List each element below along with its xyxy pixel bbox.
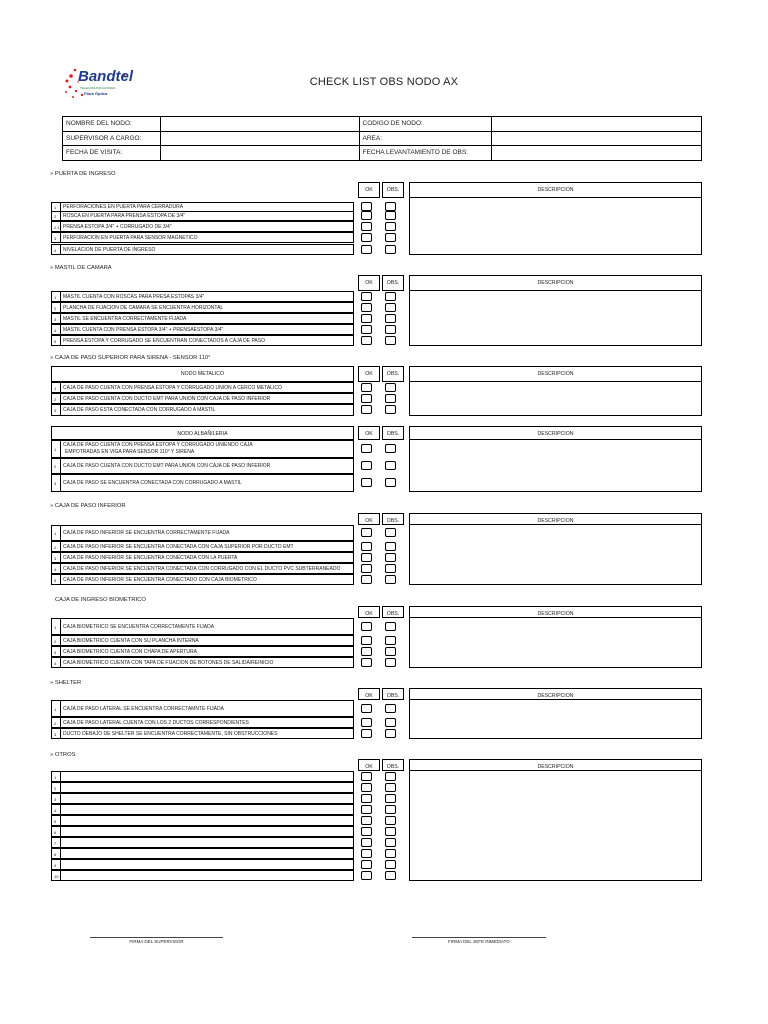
obs-checkbox[interactable] (385, 816, 396, 825)
obs-checkbox[interactable] (385, 292, 396, 301)
checklist-item (60, 657, 354, 668)
fecha-obs-label: FECHA LEVANTAMIENTO DE OBS: (359, 146, 492, 161)
item-number: 4 (54, 566, 57, 572)
obs-checkbox[interactable] (385, 233, 396, 242)
item-text: NIVELACION DE PUERTA DE INGRESO (63, 246, 156, 253)
description-label: DESCRIPCION (537, 764, 574, 770)
section-title: » OTROS (50, 752, 76, 758)
obs-checkbox[interactable] (385, 405, 396, 414)
ok-column-header (358, 513, 380, 525)
boss-signature-line (412, 937, 546, 938)
item-text: PRENSA ESTOPA 3/4" + CORRUGADO DE 3/4" (63, 223, 172, 230)
fecha-visita-field[interactable] (160, 146, 359, 161)
item-text: CAJA DE PASO ESTA CONECTADA CON CORRUGADO A MASTIL (63, 407, 216, 413)
item-number: 3 (54, 731, 57, 737)
item-number: 3 (54, 481, 57, 486)
section-title: » SHELTER (50, 680, 82, 686)
obs-checkbox[interactable] (385, 314, 396, 323)
item-text: CAJA DE PASO CUENTA CON PRENSA ESTOPA Y CORRUGADO UNION A CERCO METALICO (63, 384, 282, 391)
item-number: 3 (54, 235, 57, 241)
area-label: AREA: (359, 131, 492, 146)
obs-checkbox[interactable] (385, 528, 396, 537)
obs-checkbox[interactable] (385, 860, 396, 869)
item-text: CAJA DE PASO CUENTA CON PRENSA ESTOPA Y CORRUGADO UNIENDO CAJA (63, 442, 253, 448)
node-info-table (62, 116, 702, 161)
ok-checkbox[interactable] (361, 575, 372, 584)
description-field[interactable] (409, 197, 702, 255)
section-title: » MASTIL DE CAMARA (50, 265, 112, 271)
ok-column-header (358, 759, 380, 771)
item-text: DUCTO DEBAJO DE SHELTER SE ENCUENTRA CORRECTAMENTE, SIN OBSTRUCCIONES (63, 730, 278, 737)
supervisor-label: SUPERVISOR A CARGO: (63, 131, 161, 146)
ok-checkbox[interactable] (361, 860, 372, 869)
section-title: CAJA DE INGRESO BIOMETRICO (55, 597, 146, 603)
item-number: 1 (54, 774, 57, 780)
ok-checkbox[interactable] (361, 444, 372, 453)
checklist-item (60, 804, 354, 815)
checklist-item (60, 848, 354, 859)
checklist-item (60, 635, 354, 646)
checklist-item (60, 232, 354, 243)
ok-label: OK (365, 518, 373, 524)
ok-checkbox[interactable] (361, 794, 372, 803)
checklist-item (60, 541, 354, 552)
ok-column-header (358, 426, 380, 440)
item-text: CAJA BIOMETRICO CUENTA CON TAPA DE FIJACION DE BOTONES DE SALIDA/REINICIO (63, 659, 274, 666)
obs-checkbox[interactable] (385, 622, 396, 631)
ok-checkbox[interactable] (361, 636, 372, 645)
ok-checkbox[interactable] (361, 233, 372, 242)
item-text-line2: EMPOTRADAS EN VIGA PARA SENSOR 110° Y SIRENA (65, 449, 195, 455)
description-field[interactable] (409, 524, 702, 585)
obs-checkbox[interactable] (385, 383, 396, 392)
obs-column-header (382, 513, 404, 525)
checklist-item (60, 440, 354, 458)
logo-word: Bandtel (78, 68, 134, 85)
item-number: 10 (54, 873, 59, 879)
checklist-item (60, 793, 354, 804)
obs-checkbox[interactable] (385, 647, 396, 656)
item-number: 4 (54, 807, 57, 813)
checklist-item (60, 393, 354, 404)
item-number: 3 (54, 796, 57, 802)
nombre-nodo-field[interactable] (160, 117, 359, 132)
item-text: PERFORACION EN PUERTA PARA SENSOR MAGNETICO (63, 234, 198, 241)
description-field[interactable] (409, 699, 702, 739)
obs-checkbox[interactable] (385, 336, 396, 345)
obs-checkbox[interactable] (385, 325, 396, 334)
page-title: CHECK LIST OBS NODO AX (309, 76, 459, 88)
item-number: 4 (54, 327, 57, 333)
subsection-header (51, 426, 354, 440)
obs-checkbox[interactable] (385, 202, 396, 211)
header-row (63, 146, 702, 161)
obs-checkbox[interactable] (385, 838, 396, 847)
item-text: PERFORACIONES EN PUERTA PARA CERRADURA (63, 204, 184, 210)
obs-checkbox[interactable] (385, 211, 396, 220)
supervisor-signature-line (90, 937, 223, 938)
ok-column-header (358, 688, 380, 700)
checklist-item (60, 782, 354, 793)
supervisor-field[interactable] (160, 131, 359, 146)
obs-checkbox[interactable] (385, 704, 396, 713)
item-number: 3 (54, 316, 57, 322)
description-column-header (409, 426, 702, 440)
obs-column-header (382, 275, 404, 291)
obs-checkbox[interactable] (385, 444, 396, 453)
subsection-header (51, 366, 354, 382)
ok-label: OK (365, 693, 373, 699)
description-label: DESCRIPCION (537, 280, 574, 286)
ok-checkbox[interactable] (361, 325, 372, 334)
ok-checkbox[interactable] (361, 704, 372, 713)
ok-label: OK (365, 371, 373, 377)
ok-checkbox[interactable] (361, 647, 372, 656)
checklist-item (60, 221, 354, 232)
ok-checkbox[interactable] (361, 718, 372, 727)
ok-column-header (358, 606, 380, 618)
ok-checkbox[interactable] (361, 564, 372, 573)
item-number: 2 (54, 214, 57, 219)
item-number: 3 (54, 555, 57, 561)
item-text: MASTIL SE ENCUENTRA CORRECTAMENTE FIJADA (63, 315, 187, 322)
item-number: 3 (54, 649, 57, 655)
checklist-item (60, 525, 354, 541)
obs-checkbox[interactable] (385, 658, 396, 667)
ok-label: OK (365, 611, 373, 617)
obs-column-header (382, 366, 404, 382)
ok-checkbox[interactable] (361, 729, 372, 738)
item-number: 2 (54, 720, 57, 726)
description-label: DESCRIPCION (537, 518, 574, 524)
checklist-item (60, 870, 354, 881)
ok-label: OK (365, 764, 373, 770)
checklist-item (60, 563, 354, 574)
ok-checkbox[interactable] (361, 292, 372, 301)
description-field[interactable] (409, 617, 702, 668)
ok-checkbox[interactable] (361, 816, 372, 825)
description-field[interactable] (409, 770, 702, 881)
item-text: CAJA BIOMETRICO SE ENCUENTRA CORRECTAMENTE FIJADA (63, 623, 215, 630)
ok-checkbox[interactable] (361, 827, 372, 836)
item-number: 1 (54, 385, 57, 391)
ok-column-header (358, 366, 380, 382)
obs-checkbox[interactable] (385, 871, 396, 880)
logo-tagline: TELECOMUNICACIONES (80, 86, 116, 90)
item-text: CAJA DE PASO INFERIOR SE ENCUENTRA CONECTADA CON LA PUERTA (63, 554, 238, 561)
item-number: 2 (54, 785, 57, 791)
ok-checkbox[interactable] (361, 383, 372, 392)
obs-checkbox[interactable] (385, 718, 396, 727)
obs-label: OBS. (386, 764, 400, 770)
logo-sub: Fibra Óptica (84, 91, 108, 96)
nombre-nodo-label: NOMBRE DEL NODO: (63, 117, 161, 132)
ok-checkbox[interactable] (361, 222, 372, 231)
description-field[interactable] (409, 381, 702, 416)
checklist-item (60, 837, 354, 848)
obs-checkbox[interactable] (385, 805, 396, 814)
ok-checkbox[interactable] (361, 772, 372, 781)
checklist-item (60, 474, 354, 492)
obs-label: OBS. (386, 371, 400, 377)
ok-checkbox[interactable] (361, 542, 372, 551)
item-text: CAJA DE PASO SE ENCUENTRA CONECTADA CON CORRUGADO A MASTIL (63, 480, 242, 486)
ok-checkbox[interactable] (361, 838, 372, 847)
checklist-item (60, 244, 354, 255)
item-text: CAJA DE PASO LATERAL CUENTA CON LOS 2 DUCTOS CORRESPONDIENTES (63, 719, 249, 726)
item-number: 6 (54, 829, 57, 835)
description-field[interactable] (409, 290, 702, 346)
checklist-item (60, 646, 354, 657)
obs-checkbox[interactable] (385, 849, 396, 858)
item-text: CAJA DE PASO LATERAL SE ENCUENTRA CORRECTAMNTE FIJADA (63, 705, 224, 712)
checklist-item (60, 324, 354, 335)
item-number: 9 (54, 862, 57, 868)
description-column-header (409, 275, 702, 291)
obs-column-header (382, 688, 404, 700)
item-text: CAJA DE PASO CUENTA CON DUCTO EMT PARA UNION CON CAJA DE PASO INFERIOR (63, 395, 271, 402)
item-text: PRENSA ESTOPA Y CORRUGADO SE ENCUENTRAN CONECTADOS A CAJA DE PASO (63, 337, 265, 344)
obs-label: OBS. (386, 693, 400, 699)
item-text: CAJA DE PASO INFERIOR SE ENCUENTRA CONECTADA CON CAJA SUPERIOR POR DUCTO EMT (63, 543, 294, 550)
obs-checkbox[interactable] (385, 222, 396, 231)
item-number: 8 (54, 851, 57, 857)
item-text: CAJA DE PASO INFERIOR SE ENCUENTRA CONECTADA CON CORRUGADO CON EL DUCTO PVC SUBTERRANEADO (63, 565, 341, 572)
item-text: MASTIL CUENTA CON ROSCAS PARA PRESA ESTOPAS 3/4" (63, 293, 205, 300)
ok-checkbox[interactable] (361, 336, 372, 345)
obs-column-header (382, 182, 404, 198)
obs-checkbox[interactable] (385, 303, 396, 312)
section-title: » CAJA DE PASO INFERIOR (50, 503, 126, 509)
checklist-item (60, 552, 354, 563)
subsection-header-label: NODO ALBAÑILERIA (177, 431, 228, 437)
fecha-visita-label: FECHA DE VISITA: (63, 146, 161, 161)
checklist-item (60, 302, 354, 313)
obs-checkbox[interactable] (385, 542, 396, 551)
description-label: DESCRIPCION (537, 187, 574, 193)
description-column-header (409, 182, 702, 198)
description-label: DESCRIPCION (537, 611, 574, 617)
item-number: 1 (54, 294, 57, 300)
checklist-item (60, 574, 354, 585)
item-number: 5 (54, 577, 57, 583)
checklist-item (60, 211, 354, 221)
boss-signature-label: FIRMA DEL JEFE INMEDIATO (448, 939, 510, 944)
ok-checkbox[interactable] (361, 211, 372, 220)
item-number: 5 (54, 818, 57, 824)
obs-checkbox[interactable] (385, 245, 396, 254)
item-number: 1 (54, 624, 57, 630)
checklist-item (60, 335, 354, 346)
ok-checkbox[interactable] (361, 553, 372, 562)
obs-checkbox[interactable] (385, 772, 396, 781)
ok-column-header (358, 275, 380, 291)
obs-checkbox[interactable] (385, 564, 396, 573)
area-field[interactable] (492, 131, 702, 146)
ok-checkbox[interactable] (361, 461, 372, 470)
item-number: 2 (54, 638, 57, 644)
ok-checkbox[interactable] (361, 405, 372, 414)
obs-label: OBS. (386, 431, 400, 437)
obs-label: OBS. (386, 280, 400, 286)
subsection-header-label: NODO METALICO (180, 371, 225, 377)
description-field[interactable] (409, 439, 702, 492)
item-text: PLANCHA DE FIJACION DE CAMARA SE ENCUENTRA HORIZONTAL (63, 304, 224, 311)
ok-checkbox[interactable] (361, 871, 372, 880)
obs-column-header (382, 426, 404, 440)
codigo-nodo-label: CODIGO DE NODO: (359, 117, 492, 132)
ok-checkbox[interactable] (361, 805, 372, 814)
obs-checkbox[interactable] (385, 827, 396, 836)
item-number: 3 (54, 408, 57, 413)
ok-checkbox[interactable] (361, 245, 372, 254)
checklist-item (60, 815, 354, 826)
ok-checkbox[interactable] (361, 849, 372, 858)
item-number: 1 (54, 531, 57, 536)
item-text: CAJA DE PASO INFERIOR SE ENCUENTRA CORRECTAMENTE FIJADA (63, 530, 230, 536)
obs-checkbox[interactable] (385, 783, 396, 792)
ok-checkbox[interactable] (361, 394, 372, 403)
description-label: DESCRIPCION (537, 693, 574, 699)
supervisor-signature-label: FIRMA DEL SUPERVISOR (129, 939, 184, 944)
item-number: 4 (54, 660, 57, 666)
codigo-nodo-field[interactable] (492, 117, 702, 132)
checklist-item (60, 618, 354, 635)
item-text: CAJA BIOMETRICO CUENTA CON CHAPA DE APERTURA (63, 648, 197, 655)
item-number: 5 (54, 338, 57, 344)
item-number: 2 (54, 305, 57, 311)
checklist-item (60, 313, 354, 324)
item-text: MASTIL CUENTA CON PRENSA ESTOPA 3/4" + PRENSAESTOPA 3/4" (63, 326, 224, 333)
item-number: 1 (54, 706, 57, 712)
checklist-item (60, 717, 354, 728)
checklist-item (60, 859, 354, 870)
item-text: ROSCA EN PUERTA PARA PRENSA ESTOPA DE 3/4" (63, 213, 186, 219)
item-text: CAJA DE PASO INFERIOR SE ENCUENTRA CONECTADO CON CAJA BIOMETRICO (63, 576, 257, 583)
fecha-obs-field[interactable] (492, 146, 702, 161)
item-text: CAJA DE PASO CUENTA CON DUCTO EMT PARA UNION CON CAJA DE PASO INFERIOR (63, 463, 271, 469)
description-label: DESCRIPCION (537, 431, 574, 437)
ok-checkbox[interactable] (361, 622, 372, 631)
header-row (63, 131, 702, 146)
item-number: 2 (54, 396, 57, 402)
checklist-item (60, 404, 354, 416)
obs-checkbox[interactable] (385, 729, 396, 738)
obs-label: OBS. (386, 518, 400, 524)
section-title: » PUERTA DE INGRESO (50, 171, 116, 177)
checklist-item (60, 826, 354, 837)
obs-checkbox[interactable] (385, 461, 396, 470)
obs-column-header (382, 606, 404, 618)
checklist-item (60, 291, 354, 302)
ok-checkbox[interactable] (361, 303, 372, 312)
item-number: 2 (54, 464, 57, 469)
header-row (63, 117, 702, 132)
section-title: » CAJA DE PASO SUPERIOR PARA SIRENA - SENSOR 110° (50, 355, 211, 361)
item-number: 1 (54, 205, 57, 210)
ok-checkbox[interactable] (361, 202, 372, 211)
checklist-item (60, 771, 354, 782)
obs-checkbox[interactable] (385, 394, 396, 403)
obs-checkbox[interactable] (385, 794, 396, 803)
ok-label: OK (365, 187, 373, 193)
checklist-item (60, 458, 354, 474)
ok-checkbox[interactable] (361, 528, 372, 537)
checklist-item (60, 700, 354, 717)
ok-label: OK (365, 431, 373, 437)
obs-label: OBS. (386, 187, 400, 193)
description-column-header (409, 366, 702, 382)
item-text: CAJA BIOMETRICO CUENTA CON SU PLANCHA INTERNA (63, 637, 199, 644)
ok-checkbox[interactable] (361, 314, 372, 323)
ok-label: OK (365, 280, 373, 286)
ok-column-header (358, 182, 380, 198)
checklist-item (60, 728, 354, 739)
ok-checkbox[interactable] (361, 658, 372, 667)
item-number: 7 (54, 840, 57, 846)
obs-label: OBS. (386, 611, 400, 617)
item-number: 4 (54, 247, 57, 253)
description-label: DESCRIPCION (537, 371, 574, 377)
item-number: 2 (54, 544, 57, 550)
checklist-item (60, 382, 354, 393)
item-number: 2.1 (54, 224, 60, 230)
obs-column-header (382, 759, 404, 771)
ok-checkbox[interactable] (361, 783, 372, 792)
obs-checkbox[interactable] (385, 478, 396, 487)
ok-checkbox[interactable] (361, 478, 372, 487)
obs-checkbox[interactable] (385, 575, 396, 584)
obs-checkbox[interactable] (385, 553, 396, 562)
obs-checkbox[interactable] (385, 636, 396, 645)
item-number: 1 (54, 447, 57, 452)
